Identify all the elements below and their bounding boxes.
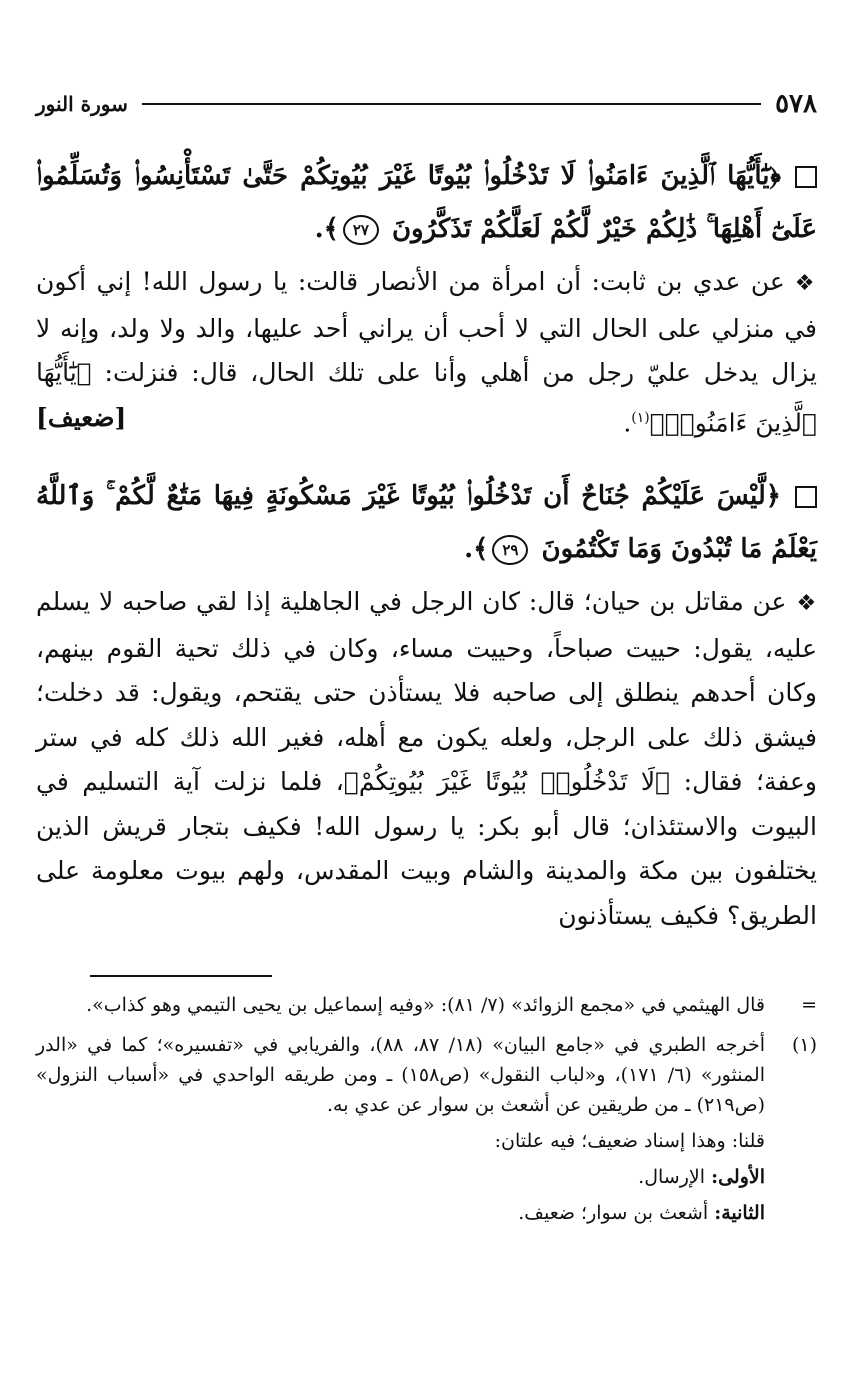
page-header [36, 86, 817, 122]
verse-block-27 [36, 150, 817, 256]
verse-closing: ﴾. [464, 534, 489, 564]
footnote-second-reason [36, 1198, 765, 1228]
hadith-block-adi [36, 260, 817, 445]
ayah-number-marker: ٢٩ [492, 535, 528, 565]
footnote-text: قال الهيثمي في «مجمع الزوائد» (٧/ ٨١): «وفيه إسماعيل بن يحيى التيمي وهو كذاب». [86, 994, 765, 1016]
footnotes [36, 990, 817, 1238]
verse-text: ﴿يَٰٓأَيُّهَا ٱلَّذِينَ ءَامَنُوا۟ لَا تَدْخُلُوا۟ بُيُوتًا غَيْرَ بُيُوتِكُمْ حَتَّىٰ تَسْتَأْنِسُوا۟ وَتُسَلِّمُوا۟ عَلَىٰٓ أَهْلِهَا ۚ ذَٰلِكُمْ خَيْرٌ لَّكُمْ لَعَلَّكُمْ تَذَكَّرُونَ [36, 161, 817, 244]
footnote-mark: = [801, 994, 817, 1016]
footnote-separator [90, 975, 272, 977]
hadith-grade: [ضعيف] [36, 402, 127, 432]
ayah-number-marker: ٢٧ [343, 215, 379, 245]
header-rule [142, 103, 761, 105]
footnote-ref: (١) [631, 409, 650, 426]
first-label: الأولى: [711, 1166, 765, 1188]
first-text: الإرسال. [638, 1166, 706, 1188]
hadith-block-muqatil [36, 580, 817, 938]
hadith-text: عن عدي بن ثابت: أن امرأة من الأنصار قالت: يا رسول الله! إني أكون في منزلي على الحال التي لا أحب أن يراني أحد عليها، والد ولا ولد، وإنه لا يزال يدخل عليّ رجل من أهلي وأنا على تلك الحال، قال: فنزلت: ﴿يَٰٓأَيُّهَا ٱلَّذِينَ ءَامَنُوا۟﴾ [36, 267, 817, 437]
hadith-text: عن مقاتل بن حيان؛ قال: كان الرجل في الجاهلية إذا لقي صاحبه لا يسلم عليه، يقول: حييت صباحاً، وحييت مساء، وكان في ذلك تحية القوم بينهم، وكان أحدهم ينطلق إلى صاحبه فلا يستأذن حتى يقتحم، ويقول: قد دخلت؛ فيشق ذلك على الرجل، ولعله يكون مع أهله، فغير الله ذلك كله في ستر وعفة؛ فقال: ﴿لَا تَدْخُلُوا۟ بُيُوتًا غَيْرَ بُيُوتِكُمْ﴾، فلما نزلت آية التسليم في البيوت والاستئذان؛ قال أبو بكر: يا رسول الله! فكيف بتجار قريش الذين يختلفون بين مكة والمدينة والشام وبيت المقدس، ولهم بيوت معلومة على الطريق؟ فكيف يستأذنون [36, 587, 817, 930]
footnote-1 [36, 1030, 817, 1234]
verse-text: ﴿لَّيْسَ عَلَيْكُمْ جُنَاحٌ أَن تَدْخُلُوا۟ بُيُوتًا غَيْرَ مَسْكُونَةٍ فِيهَا مَتَٰعٌ لَّكُمْ ۚ وَٱللَّهُ يَعْلَمُ مَا تُبْدُونَ وَمَا تَكْتُمُونَ [36, 481, 817, 564]
verse-box-icon [795, 166, 817, 188]
verse-block-29 [36, 470, 817, 576]
verse-box-icon [795, 486, 817, 508]
diamond-bullet-icon: ❖ [796, 591, 817, 616]
surah-name: سورة النور [36, 92, 128, 116]
footnote-first-reason [36, 1162, 765, 1192]
footnote-continuation [36, 990, 817, 1026]
hadith-closing: . [623, 407, 632, 437]
footnote-text: أخرجه الطبري في «جامع البيان» (١٨/ ٨٧، ٨٨)، والفريابي في «تفسيره»؛ كما في «الدر المنثور» (٦/ ١٧١)، و«لباب النقول» (ص١٥٨) ـ ومن طريقه الواحدي في «أسباب النزول» (ص٢١٩) ـ من طريقين عن أشعث بن سوار عن عدي به. [36, 1034, 765, 1116]
second-label: الثانية: [714, 1202, 765, 1224]
verse-closing: ﴾. [314, 214, 339, 244]
footnote-note: قلنا: وهذا إسناد ضعيف؛ فيه علتان: [494, 1130, 765, 1152]
second-text: أشعث بن سوار؛ ضعيف. [518, 1202, 709, 1224]
page-number: ٥٧٨ [775, 89, 817, 119]
footnote-mark: (١) [791, 1034, 817, 1056]
diamond-bullet-icon: ❖ [794, 271, 817, 296]
